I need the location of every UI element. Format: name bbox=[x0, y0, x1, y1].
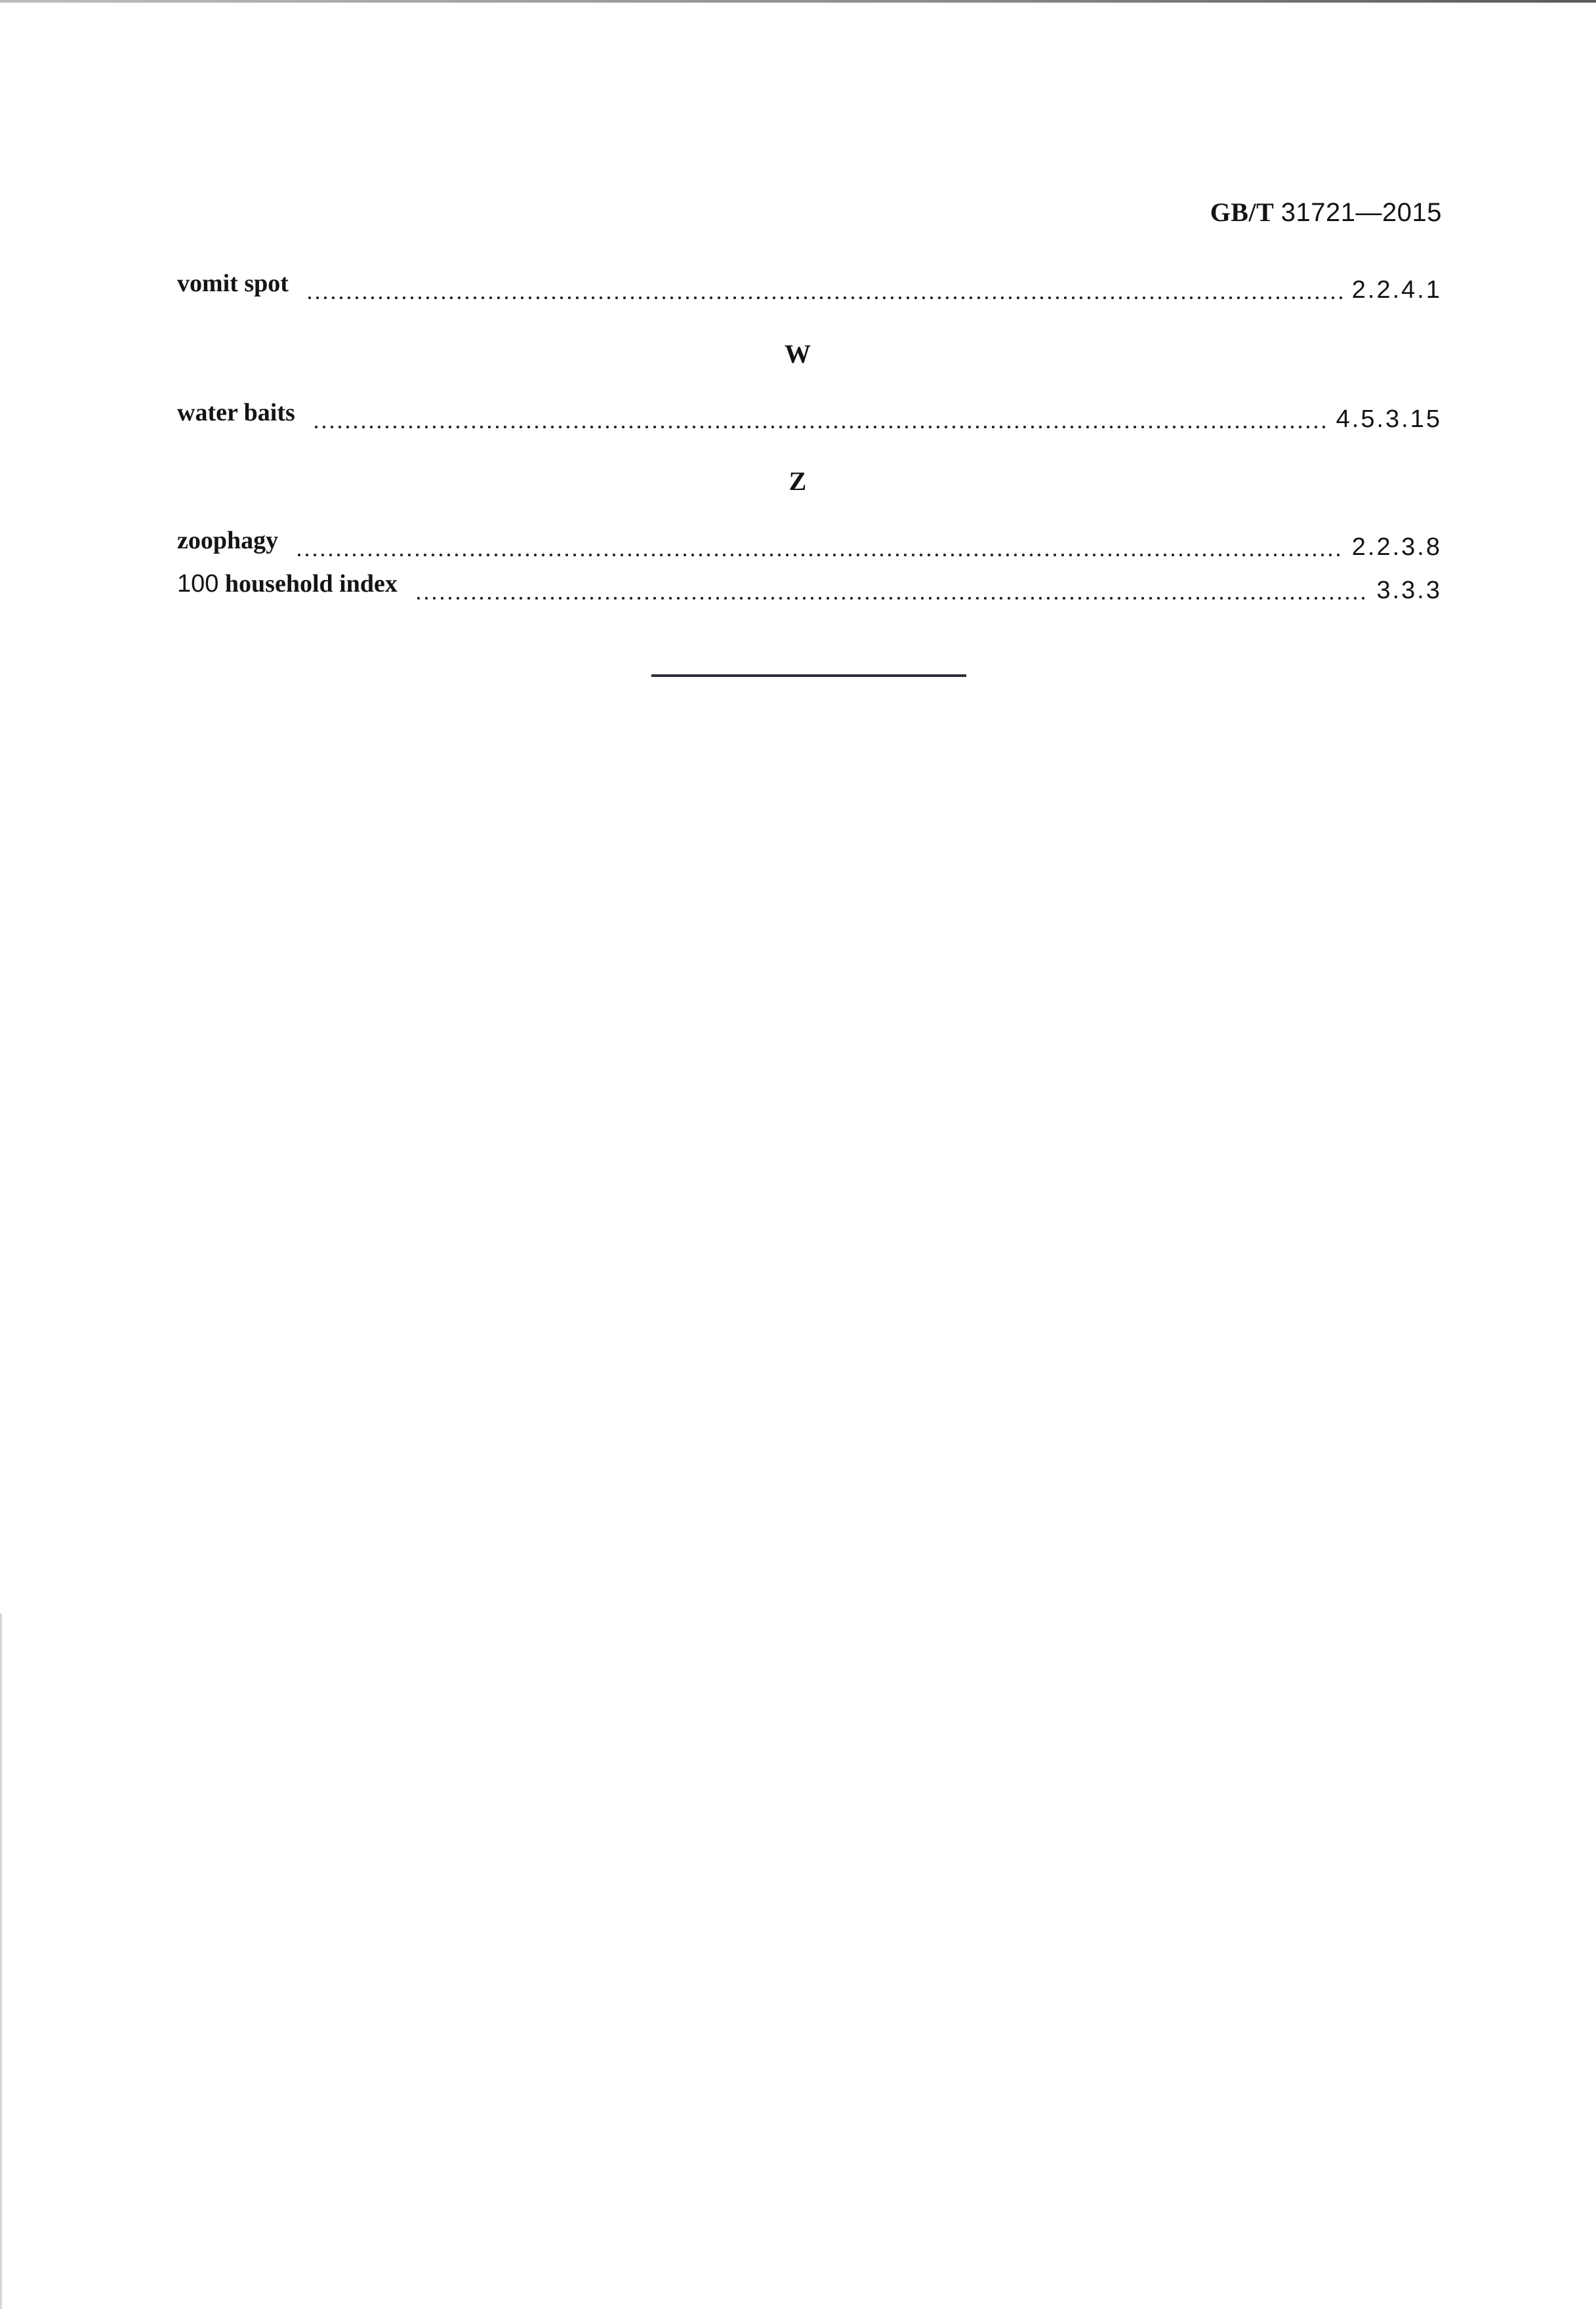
term-number: 100 bbox=[177, 570, 219, 598]
clause-reference: 2.2.3.8 bbox=[1351, 533, 1442, 561]
index-entry-household-index bbox=[177, 566, 1442, 603]
index-term bbox=[177, 571, 415, 596]
dot-leader bbox=[306, 296, 1343, 300]
clause-reference: 2.2.4.1 bbox=[1351, 276, 1442, 304]
index-term: zoophagy bbox=[177, 527, 279, 554]
page-header bbox=[1210, 197, 1442, 228]
index-term: vomit spot bbox=[177, 270, 289, 297]
index-entry-zoophagy bbox=[177, 523, 1442, 560]
standard-code: GB/T bbox=[1210, 197, 1275, 227]
page-top-border bbox=[0, 0, 1596, 3]
letter-heading-text: Z bbox=[788, 466, 807, 496]
dot-leader bbox=[415, 596, 1368, 600]
end-of-document-rule bbox=[651, 674, 966, 677]
dot-leader bbox=[312, 425, 1327, 429]
index-term: water baits bbox=[177, 399, 295, 426]
page-left-edge bbox=[0, 1614, 2, 2309]
standard-number: 31721—2015 bbox=[1280, 198, 1442, 227]
index-entry-water-baits bbox=[177, 395, 1442, 432]
letter-heading-text: W bbox=[785, 339, 811, 369]
clause-reference: 4.5.3.15 bbox=[1336, 405, 1442, 433]
index-entry-vomit-spot bbox=[177, 266, 1442, 302]
term-text: household index bbox=[224, 570, 398, 598]
dot-leader bbox=[295, 553, 1343, 557]
clause-reference: 3.3.3 bbox=[1376, 577, 1442, 604]
